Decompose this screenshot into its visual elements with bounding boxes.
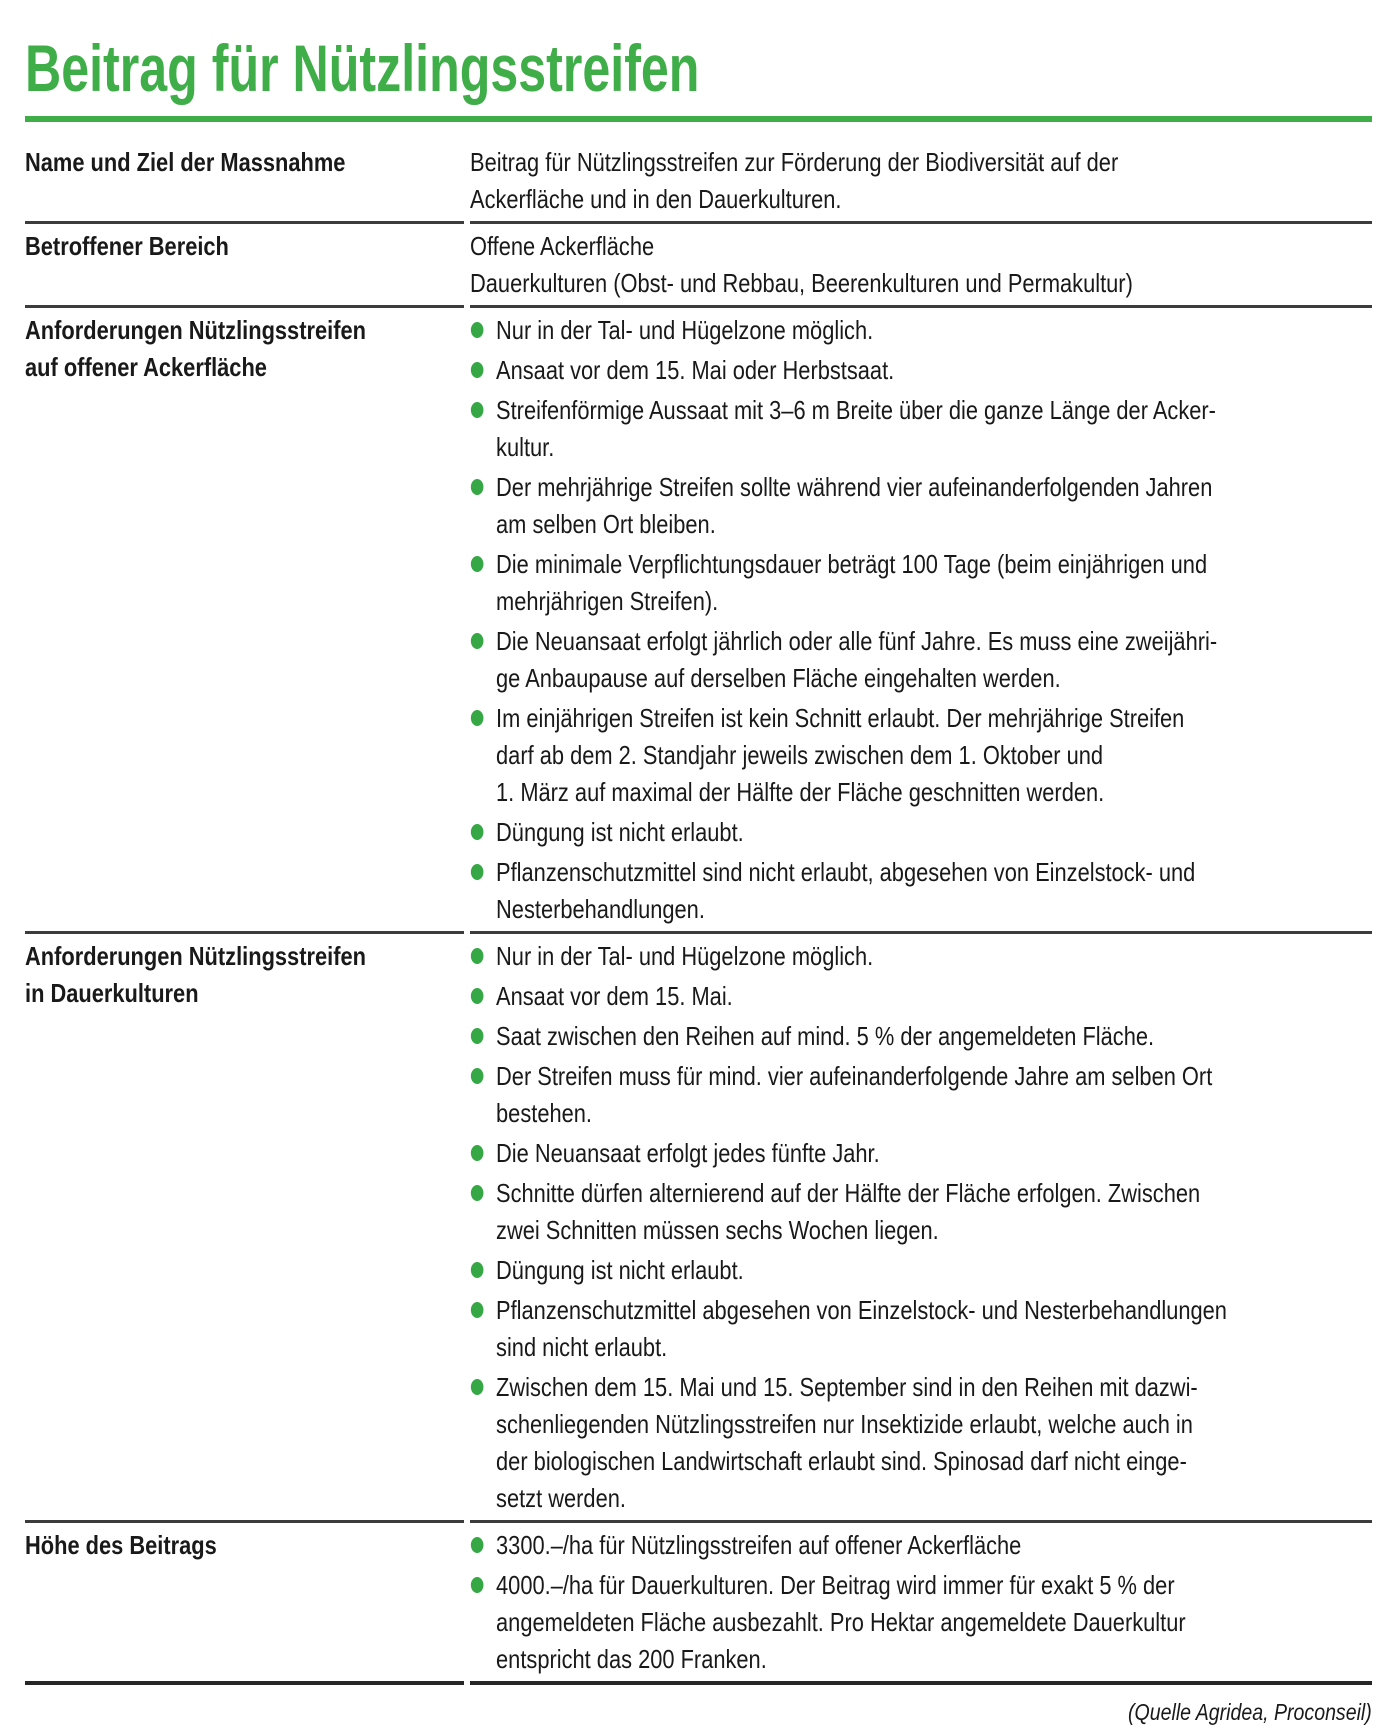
source-note-row [25, 1699, 1372, 1726]
list-item-text: 3300.–/ha für Nützlingsstreifen auf offener Ackerfläche [496, 1530, 1022, 1560]
bullet-icon [471, 1537, 484, 1553]
divider-segment [470, 1681, 1372, 1685]
bullet-icon [471, 556, 484, 572]
row-content-cell [470, 312, 1372, 928]
list-item [470, 700, 1372, 811]
row-divider [25, 1520, 1372, 1523]
row-label: Anforderungen Nützlingsstreifen in Dauerkulturen [25, 941, 366, 1008]
bullet-icon [471, 322, 484, 338]
list-item [470, 352, 1372, 389]
list-item [470, 1292, 1372, 1366]
list-item-text: Der Streifen muss für mind. vier aufeinanderfolgende Jahre am selben Ort bestehen. [496, 1061, 1213, 1128]
list-item-text: Die minimale Verpflichtungsdauer beträgt 100 Tage (beim einjährigen und mehrjährigen Streifen). [496, 549, 1208, 616]
row-content [470, 144, 1372, 218]
divider-segment [470, 221, 1372, 224]
list-item [470, 546, 1372, 620]
source-note: (Quelle Agridea, Proconseil) [1128, 1699, 1372, 1725]
list-item-text: Der mehrjährige Streifen sollte während vier aufeinanderfolgenden Jahren am selben Ort bleiben. [496, 472, 1213, 539]
list-item [470, 1252, 1372, 1289]
list-item-text: Pflanzenschutzmittel sind nicht erlaubt, abgesehen von Einzelstock- und Nesterbehandlungen. [496, 857, 1196, 924]
row-text: Offene Ackerfläche Dauerkulturen (Obst- und Rebbau, Beerenkulturen und Permakultur) [470, 231, 1133, 298]
list-item-text: Saat zwischen den Reihen auf mind. 5 % der angemeldeten Fläche. [496, 1021, 1155, 1051]
bottom-rule [25, 1681, 1372, 1685]
bullet-icon [471, 864, 484, 880]
row-label-cell [25, 312, 470, 928]
bullet-icon [471, 1262, 484, 1278]
list-item [470, 814, 1372, 851]
row-content-cell [470, 938, 1372, 1517]
list-item [470, 1527, 1372, 1564]
bullet-icon [471, 1577, 484, 1593]
row-label-cell [25, 1527, 470, 1678]
list-item-text: Schnitte dürfen alternierend auf der Hälfte der Fläche erfolgen. Zwischen zwei Schnitten müssen sechs Wochen liegen. [496, 1178, 1201, 1245]
page-title: Beitrag für Nützlingsstreifen [25, 31, 700, 105]
list-item-text: Nur in der Tal- und Hügelzone möglich. [496, 941, 874, 971]
document-page [25, 30, 1372, 1726]
bullet-icon [471, 402, 484, 418]
divider-segment [25, 305, 464, 308]
list-item-text: Ansaat vor dem 15. Mai oder Herbstsaat. [496, 355, 895, 385]
table-row [25, 1523, 1372, 1681]
bullet-icon [471, 948, 484, 964]
row-content [470, 312, 1372, 928]
bullet-icon [471, 988, 484, 1004]
list-item [470, 312, 1372, 349]
divider-segment [470, 1520, 1372, 1523]
row-text: Beitrag für Nützlingsstreifen zur Förderung der Biodiversität auf der Ackerfläche und in den Dauerkulturen. [470, 147, 1119, 214]
list-item-text: Die Neuansaat erfolgt jedes fünfte Jahr. [496, 1138, 880, 1168]
list-item [470, 392, 1372, 466]
row-divider [25, 931, 1372, 934]
list-item-text: Zwischen dem 15. Mai und 15. September sind in den Reihen mit dazwi- schenliegenden Nützlingsstreifen nur Insektizide erlaubt, welche auch in der biologischen Landwirtschaft erlaubt sind. Spinosad darf nicht einge- setzt werden. [496, 1372, 1198, 1513]
row-divider [25, 305, 1372, 308]
list-item-text: Ansaat vor dem 15. Mai. [496, 981, 733, 1011]
row-label-cell [25, 228, 470, 302]
bullet-icon [471, 362, 484, 378]
list-item-text: Pflanzenschutzmittel abgesehen von Einzelstock- und Nesterbehandlungen sind nicht erlaubt. [496, 1295, 1227, 1362]
list-item [470, 1058, 1372, 1132]
list-item-text: Düngung ist nicht erlaubt. [496, 1255, 744, 1285]
bullet-icon [471, 710, 484, 726]
divider-segment [25, 221, 464, 224]
bullet-icon [471, 824, 484, 840]
row-content [470, 938, 1372, 1517]
list-item [470, 1175, 1372, 1249]
bullet-icon [471, 1028, 484, 1044]
bullet-icon [471, 1145, 484, 1161]
row-label: Name und Ziel der Massnahme [25, 147, 346, 177]
list-item [470, 469, 1372, 543]
bullet-icon [471, 1379, 484, 1395]
bullet-icon [471, 633, 484, 649]
bullet-icon [471, 479, 484, 495]
list-item-text: Streifenförmige Aussaat mit 3–6 m Breite über die ganze Länge der Acker- kultur. [496, 395, 1216, 462]
title-wrap [25, 30, 1372, 106]
list-item-text: Im einjährigen Streifen ist kein Schnitt erlaubt. Der mehrjährige Streifen darf ab dem 2. Standjahr jeweils zwischen dem 1. Oktober und 1. März auf maximal der Hälfte der Fläche geschnitten werden. [496, 703, 1185, 807]
divider-segment [25, 1520, 464, 1523]
row-content-cell [470, 228, 1372, 302]
row-label-cell [25, 938, 470, 1517]
list-item [470, 1567, 1372, 1678]
table-body [25, 122, 1372, 1685]
row-content [470, 1527, 1372, 1678]
row-label: Höhe des Beitrags [25, 1530, 217, 1560]
table-row [25, 934, 1372, 1520]
bullet-icon [471, 1068, 484, 1084]
divider-segment [470, 305, 1372, 308]
bullet-icon [471, 1302, 484, 1318]
table-row [25, 122, 1372, 221]
table-row [25, 224, 1372, 305]
list-item [470, 1369, 1372, 1517]
list-item-text: Nur in der Tal- und Hügelzone möglich. [496, 315, 874, 345]
divider-segment [25, 931, 464, 934]
row-content-cell [470, 1527, 1372, 1678]
list-item-text: Düngung ist nicht erlaubt. [496, 817, 744, 847]
list-item [470, 978, 1372, 1015]
list-item-text: 4000.–/ha für Dauerkulturen. Der Beitrag wird immer für exakt 5 % der angemeldeten Fläche ausbezahlt. Pro Hektar angemeldete Dauerkultur entspricht das 200 Franken. [496, 1570, 1186, 1674]
row-label: Betroffener Bereich [25, 231, 229, 261]
row-label-cell [25, 144, 470, 218]
row-label: Anforderungen Nützlingsstreifen auf offener Ackerfläche [25, 315, 366, 382]
row-content [470, 228, 1372, 302]
table-row [25, 308, 1372, 931]
list-item [470, 623, 1372, 697]
row-divider [25, 221, 1372, 224]
row-content-cell [470, 144, 1372, 218]
bullet-icon [471, 1185, 484, 1201]
list-item [470, 854, 1372, 928]
list-item [470, 938, 1372, 975]
divider-segment [25, 1681, 464, 1685]
list-item [470, 1018, 1372, 1055]
list-item [470, 1135, 1372, 1172]
list-item-text: Die Neuansaat erfolgt jährlich oder alle fünf Jahre. Es muss eine zweijähri- ge Anbaupause auf derselben Fläche eingehalten werden. [496, 626, 1218, 693]
divider-segment [470, 931, 1372, 934]
